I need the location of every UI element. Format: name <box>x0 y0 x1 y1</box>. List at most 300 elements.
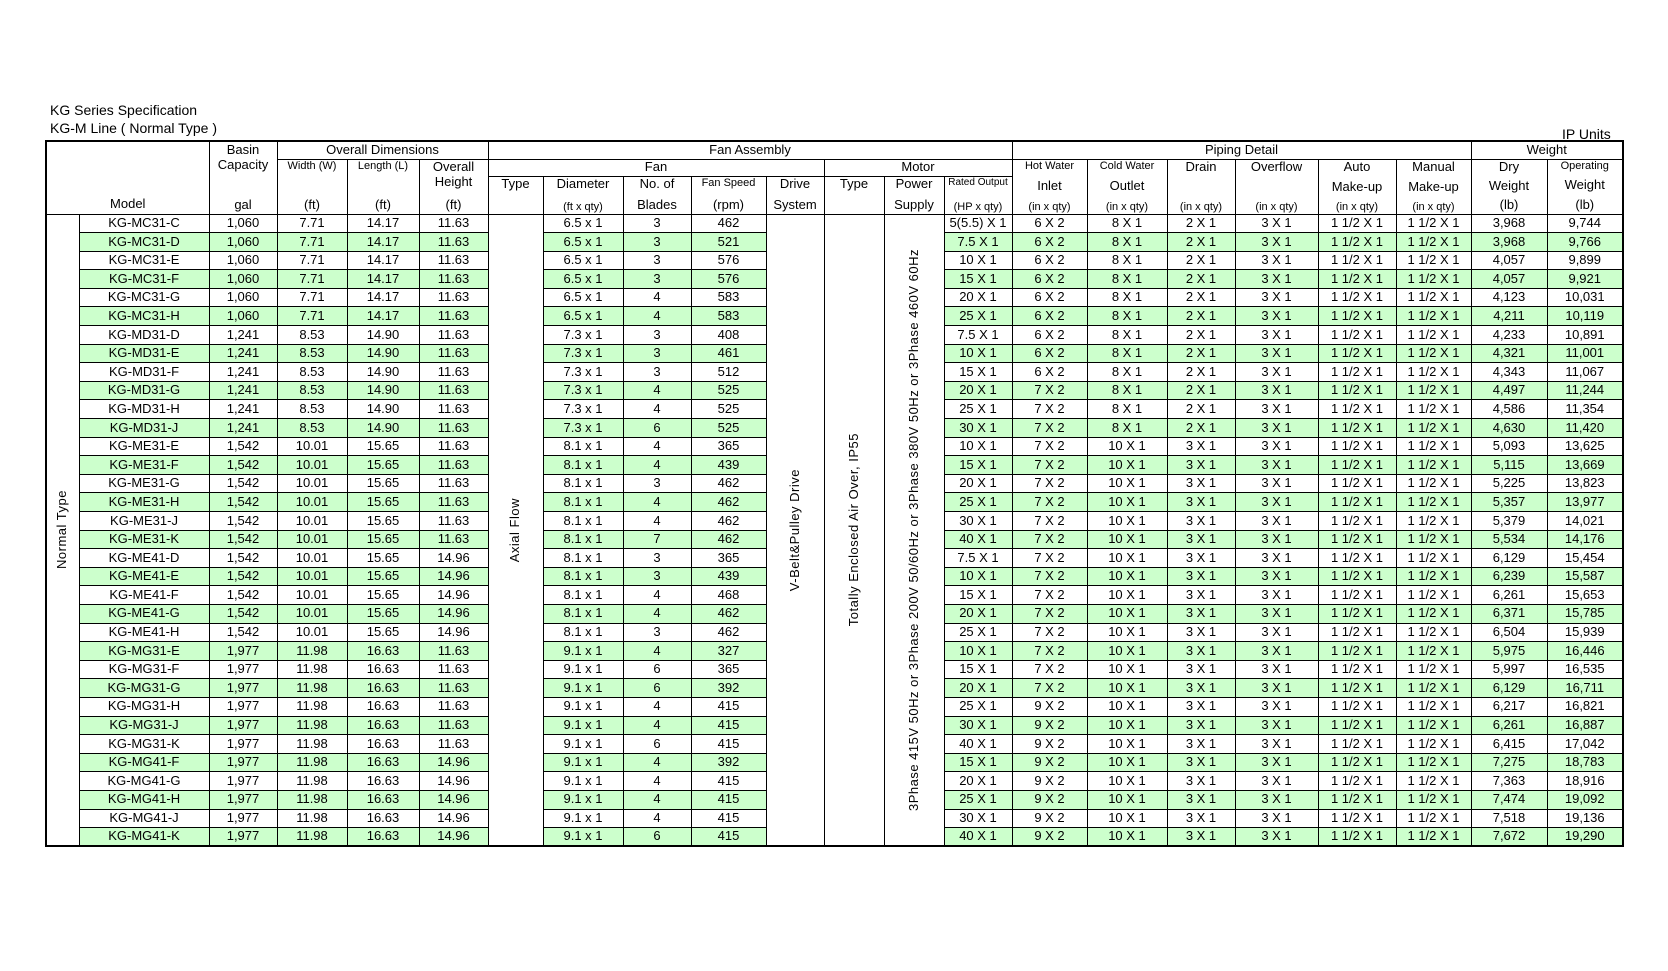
basin-capacity-cell: 1,977 <box>209 697 277 716</box>
rated-output-cell: 10 X 1 <box>944 251 1012 270</box>
cold-water-cell: 10 X 1 <box>1087 772 1167 791</box>
motor-type-column-label: Totally Enclosed Air Over, IP55 <box>845 433 861 627</box>
overflow-cell: 3 X 1 <box>1235 735 1318 754</box>
height-cell: 14.96 <box>419 623 488 642</box>
dry-weight-cell: 4,497 <box>1471 381 1547 400</box>
manual-makeup-cell: 1 1/2 X 1 <box>1396 270 1471 289</box>
header-fan-type: Type <box>488 176 543 214</box>
hot-water-cell: 9 X 2 <box>1012 809 1087 828</box>
blades-cell: 3 <box>623 474 691 493</box>
header-auto-makeup: Auto Make-up (in x qty) <box>1318 159 1396 214</box>
cold-water-cell: 10 X 1 <box>1087 530 1167 549</box>
operating-weight-cell: 15,653 <box>1547 586 1623 605</box>
motor-type-column <box>824 214 884 846</box>
rated-output-cell: 15 X 1 <box>944 660 1012 679</box>
fan-speed-cell: 583 <box>691 307 766 326</box>
dry-weight-cell: 5,357 <box>1471 493 1547 512</box>
cold-water-cell: 10 X 1 <box>1087 586 1167 605</box>
hot-water-cell: 6 X 2 <box>1012 363 1087 382</box>
drain-cell: 3 X 1 <box>1167 772 1235 791</box>
blades-cell: 4 <box>623 772 691 791</box>
manual-makeup-cell: 1 1/2 X 1 <box>1396 326 1471 345</box>
model-cell: KG-ME31-E <box>79 437 209 456</box>
diameter-cell: 8.1 x 1 <box>543 530 623 549</box>
overflow-cell: 3 X 1 <box>1235 233 1318 252</box>
operating-weight-cell: 15,587 <box>1547 567 1623 586</box>
diameter-cell: 6.5 x 1 <box>543 233 623 252</box>
width-cell: 11.98 <box>277 753 347 772</box>
width-cell: 10.01 <box>277 586 347 605</box>
height-cell: 11.63 <box>419 307 488 326</box>
rated-output-cell: 7.5 X 1 <box>944 326 1012 345</box>
dry-weight-cell: 6,261 <box>1471 586 1547 605</box>
overflow-cell: 3 X 1 <box>1235 809 1318 828</box>
model-cell: KG-ME41-F <box>79 586 209 605</box>
length-cell: 15.65 <box>347 512 419 531</box>
header-hot-water-inlet: Hot Water Inlet (in x qty) <box>1012 159 1087 214</box>
fan-speed-cell: 415 <box>691 697 766 716</box>
auto-makeup-cell: 1 1/2 X 1 <box>1318 716 1396 735</box>
model-cell: KG-ME41-D <box>79 549 209 568</box>
height-cell: 11.63 <box>419 419 488 438</box>
model-cell: KG-MG31-G <box>79 679 209 698</box>
height-cell: 14.96 <box>419 772 488 791</box>
width-cell: 10.01 <box>277 530 347 549</box>
fan-speed-cell: 439 <box>691 567 766 586</box>
rated-output-cell: 40 X 1 <box>944 828 1012 847</box>
cold-water-cell: 10 X 1 <box>1087 456 1167 475</box>
rated-output-cell: 7.5 X 1 <box>944 233 1012 252</box>
fan-speed-cell: 365 <box>691 660 766 679</box>
width-cell: 11.98 <box>277 716 347 735</box>
length-cell: 16.63 <box>347 679 419 698</box>
fan-speed-cell: 415 <box>691 809 766 828</box>
overflow-cell: 3 X 1 <box>1235 456 1318 475</box>
length-cell: 15.65 <box>347 493 419 512</box>
hot-water-cell: 6 X 2 <box>1012 233 1087 252</box>
width-cell: 8.53 <box>277 326 347 345</box>
drain-cell: 2 X 1 <box>1167 326 1235 345</box>
blades-cell: 4 <box>623 586 691 605</box>
diameter-cell: 9.1 x 1 <box>543 697 623 716</box>
cold-water-cell: 10 X 1 <box>1087 642 1167 661</box>
length-cell: 16.63 <box>347 809 419 828</box>
fan-speed-cell: 525 <box>691 419 766 438</box>
header-motor-type: Type <box>824 176 884 214</box>
length-cell: 15.65 <box>347 604 419 623</box>
height-cell: 14.96 <box>419 549 488 568</box>
manual-makeup-cell: 1 1/2 X 1 <box>1396 567 1471 586</box>
dry-weight-cell: 5,379 <box>1471 512 1547 531</box>
model-cell: KG-ME31-J <box>79 512 209 531</box>
header-basin-capacity: Basin Capacity gal <box>209 141 277 214</box>
dry-weight-cell: 6,261 <box>1471 716 1547 735</box>
diameter-cell: 9.1 x 1 <box>543 716 623 735</box>
overflow-cell: 3 X 1 <box>1235 772 1318 791</box>
hot-water-cell: 6 X 2 <box>1012 307 1087 326</box>
header-fan-speed: Fan Speed (rpm) <box>691 176 766 214</box>
fan-speed-cell: 408 <box>691 326 766 345</box>
diameter-cell: 9.1 x 1 <box>543 828 623 847</box>
dry-weight-cell: 7,275 <box>1471 753 1547 772</box>
overflow-cell: 3 X 1 <box>1235 288 1318 307</box>
operating-weight-cell: 10,891 <box>1547 326 1623 345</box>
diameter-cell: 6.5 x 1 <box>543 288 623 307</box>
operating-weight-cell: 9,899 <box>1547 251 1623 270</box>
blades-cell: 6 <box>623 828 691 847</box>
cold-water-cell: 8 X 1 <box>1087 400 1167 419</box>
cold-water-cell: 8 X 1 <box>1087 419 1167 438</box>
basin-capacity-cell: 1,542 <box>209 493 277 512</box>
drain-cell: 2 X 1 <box>1167 381 1235 400</box>
model-cell: KG-MD31-J <box>79 419 209 438</box>
length-cell: 16.63 <box>347 697 419 716</box>
rated-output-cell: 25 X 1 <box>944 623 1012 642</box>
rated-output-cell: 20 X 1 <box>944 381 1012 400</box>
blades-cell: 4 <box>623 642 691 661</box>
auto-makeup-cell: 1 1/2 X 1 <box>1318 437 1396 456</box>
fan-speed-cell: 415 <box>691 716 766 735</box>
model-cell: KG-MG41-H <box>79 790 209 809</box>
width-cell: 11.98 <box>277 735 347 754</box>
operating-weight-cell: 18,783 <box>1547 753 1623 772</box>
height-cell: 11.63 <box>419 233 488 252</box>
width-cell: 7.71 <box>277 288 347 307</box>
fan-speed-cell: 365 <box>691 549 766 568</box>
overflow-cell: 3 X 1 <box>1235 381 1318 400</box>
dry-weight-cell: 5,534 <box>1471 530 1547 549</box>
hot-water-cell: 7 X 2 <box>1012 381 1087 400</box>
width-cell: 10.01 <box>277 456 347 475</box>
dry-weight-cell: 4,211 <box>1471 307 1547 326</box>
rated-output-cell: 15 X 1 <box>944 753 1012 772</box>
fan-speed-cell: 525 <box>691 400 766 419</box>
blades-cell: 3 <box>623 251 691 270</box>
operating-weight-cell: 11,001 <box>1547 344 1623 363</box>
operating-weight-cell: 19,092 <box>1547 790 1623 809</box>
cold-water-cell: 10 X 1 <box>1087 697 1167 716</box>
operating-weight-cell: 11,244 <box>1547 381 1623 400</box>
manual-makeup-cell: 1 1/2 X 1 <box>1396 233 1471 252</box>
drain-cell: 3 X 1 <box>1167 530 1235 549</box>
drain-cell: 3 X 1 <box>1167 623 1235 642</box>
cold-water-cell: 10 X 1 <box>1087 790 1167 809</box>
blades-cell: 4 <box>623 400 691 419</box>
manual-makeup-cell: 1 1/2 X 1 <box>1396 623 1471 642</box>
hot-water-cell: 7 X 2 <box>1012 660 1087 679</box>
model-cell: KG-MG31-J <box>79 716 209 735</box>
overflow-cell: 3 X 1 <box>1235 623 1318 642</box>
header-power-supply: Power Supply <box>884 176 944 214</box>
auto-makeup-cell: 1 1/2 X 1 <box>1318 493 1396 512</box>
fan-speed-cell: 462 <box>691 214 766 233</box>
auto-makeup-cell: 1 1/2 X 1 <box>1318 270 1396 289</box>
fan-speed-cell: 415 <box>691 790 766 809</box>
height-cell: 11.63 <box>419 456 488 475</box>
rated-output-cell: 15 X 1 <box>944 363 1012 382</box>
height-cell: 11.63 <box>419 735 488 754</box>
rated-output-cell: 40 X 1 <box>944 735 1012 754</box>
height-cell: 11.63 <box>419 214 488 233</box>
diameter-cell: 7.3 x 1 <box>543 419 623 438</box>
width-cell: 8.53 <box>277 381 347 400</box>
width-cell: 11.98 <box>277 697 347 716</box>
diameter-cell: 7.3 x 1 <box>543 344 623 363</box>
width-cell: 10.01 <box>277 549 347 568</box>
manual-makeup-cell: 1 1/2 X 1 <box>1396 512 1471 531</box>
length-cell: 16.63 <box>347 790 419 809</box>
header-motor: Motor <box>824 159 1012 176</box>
length-cell: 15.65 <box>347 437 419 456</box>
fan-speed-cell: 327 <box>691 642 766 661</box>
width-cell: 10.01 <box>277 623 347 642</box>
dry-weight-cell: 5,115 <box>1471 456 1547 475</box>
dry-weight-cell: 4,321 <box>1471 344 1547 363</box>
blades-cell: 4 <box>623 697 691 716</box>
header-drain: Drain (in x qty) <box>1167 159 1235 214</box>
dry-weight-cell: 5,093 <box>1471 437 1547 456</box>
auto-makeup-cell: 1 1/2 X 1 <box>1318 530 1396 549</box>
rated-output-cell: 20 X 1 <box>944 772 1012 791</box>
header-fan: Fan <box>488 159 824 176</box>
fan-speed-cell: 521 <box>691 233 766 252</box>
length-cell: 14.17 <box>347 233 419 252</box>
fan-speed-cell: 462 <box>691 604 766 623</box>
blades-cell: 4 <box>623 381 691 400</box>
overflow-cell: 3 X 1 <box>1235 326 1318 345</box>
rated-output-cell: 20 X 1 <box>944 288 1012 307</box>
operating-weight-cell: 16,535 <box>1547 660 1623 679</box>
diameter-cell: 9.1 x 1 <box>543 809 623 828</box>
basin-capacity-cell: 1,241 <box>209 400 277 419</box>
manual-makeup-cell: 1 1/2 X 1 <box>1396 363 1471 382</box>
blades-cell: 3 <box>623 567 691 586</box>
width-cell: 8.53 <box>277 400 347 419</box>
diameter-cell: 6.5 x 1 <box>543 307 623 326</box>
rated-output-cell: 25 X 1 <box>944 790 1012 809</box>
table-body <box>46 214 1623 846</box>
fan-speed-cell: 576 <box>691 251 766 270</box>
basin-capacity-cell: 1,542 <box>209 567 277 586</box>
overflow-cell: 3 X 1 <box>1235 214 1318 233</box>
diameter-cell: 8.1 x 1 <box>543 437 623 456</box>
operating-weight-cell: 11,354 <box>1547 400 1623 419</box>
width-cell: 8.53 <box>277 363 347 382</box>
diameter-cell: 7.3 x 1 <box>543 326 623 345</box>
blades-cell: 4 <box>623 716 691 735</box>
overflow-cell: 3 X 1 <box>1235 307 1318 326</box>
basin-capacity-cell: 1,542 <box>209 474 277 493</box>
hot-water-cell: 9 X 2 <box>1012 697 1087 716</box>
overflow-cell: 3 X 1 <box>1235 363 1318 382</box>
diameter-cell: 8.1 x 1 <box>543 567 623 586</box>
dry-weight-cell: 7,672 <box>1471 828 1547 847</box>
rated-output-cell: 10 X 1 <box>944 437 1012 456</box>
auto-makeup-cell: 1 1/2 X 1 <box>1318 790 1396 809</box>
model-cell: KG-MC31-C <box>79 214 209 233</box>
dry-weight-cell: 3,968 <box>1471 214 1547 233</box>
cold-water-cell: 10 X 1 <box>1087 828 1167 847</box>
cold-water-cell: 10 X 1 <box>1087 512 1167 531</box>
drive-system-column <box>766 214 824 846</box>
dry-weight-cell: 7,518 <box>1471 809 1547 828</box>
drain-cell: 2 X 1 <box>1167 233 1235 252</box>
units-note: IP Units <box>1562 126 1611 142</box>
hot-water-cell: 7 X 2 <box>1012 474 1087 493</box>
power-supply-column-label: 3Phase 415V 50Hz or 3Phase 200V 50/60Hz or 3Phase 380V 50Hz or 3Phase 460V 60Hz <box>905 248 921 811</box>
rated-output-cell: 25 X 1 <box>944 307 1012 326</box>
drain-cell: 3 X 1 <box>1167 642 1235 661</box>
overflow-cell: 3 X 1 <box>1235 344 1318 363</box>
overflow-cell: 3 X 1 <box>1235 270 1318 289</box>
dry-weight-cell: 6,371 <box>1471 604 1547 623</box>
manual-makeup-cell: 1 1/2 X 1 <box>1396 288 1471 307</box>
height-cell: 11.63 <box>419 530 488 549</box>
length-cell: 14.90 <box>347 381 419 400</box>
model-cell: KG-MD31-F <box>79 363 209 382</box>
spec-table <box>45 140 1624 847</box>
header-operating-weight: Operating Weight (lb) <box>1547 159 1623 214</box>
model-cell: KG-ME41-E <box>79 567 209 586</box>
diameter-cell: 8.1 x 1 <box>543 456 623 475</box>
blades-cell: 6 <box>623 735 691 754</box>
model-cell: KG-MD31-H <box>79 400 209 419</box>
blades-cell: 4 <box>623 512 691 531</box>
overflow-cell: 3 X 1 <box>1235 474 1318 493</box>
hot-water-cell: 9 X 2 <box>1012 753 1087 772</box>
width-cell: 8.53 <box>277 419 347 438</box>
basin-capacity-cell: 1,060 <box>209 214 277 233</box>
auto-makeup-cell: 1 1/2 X 1 <box>1318 642 1396 661</box>
manual-makeup-cell: 1 1/2 X 1 <box>1396 344 1471 363</box>
manual-makeup-cell: 1 1/2 X 1 <box>1396 809 1471 828</box>
rated-output-cell: 20 X 1 <box>944 474 1012 493</box>
hot-water-cell: 7 X 2 <box>1012 549 1087 568</box>
length-cell: 14.90 <box>347 419 419 438</box>
drain-cell: 2 X 1 <box>1167 214 1235 233</box>
rated-output-cell: 25 X 1 <box>944 697 1012 716</box>
manual-makeup-cell: 1 1/2 X 1 <box>1396 790 1471 809</box>
dry-weight-cell: 4,343 <box>1471 363 1547 382</box>
cold-water-cell: 8 X 1 <box>1087 363 1167 382</box>
fan-speed-cell: 415 <box>691 772 766 791</box>
length-cell: 14.90 <box>347 326 419 345</box>
basin-capacity-cell: 1,060 <box>209 233 277 252</box>
operating-weight-cell: 16,821 <box>1547 697 1623 716</box>
blades-cell: 4 <box>623 604 691 623</box>
header-dry-weight: Dry Weight (lb) <box>1471 159 1547 214</box>
cold-water-cell: 10 X 1 <box>1087 716 1167 735</box>
diameter-cell: 8.1 x 1 <box>543 549 623 568</box>
blades-cell: 3 <box>623 214 691 233</box>
height-cell: 11.63 <box>419 437 488 456</box>
auto-makeup-cell: 1 1/2 X 1 <box>1318 381 1396 400</box>
row-group-column <box>46 214 79 846</box>
blades-cell: 4 <box>623 437 691 456</box>
drain-cell: 2 X 1 <box>1167 344 1235 363</box>
fan-type-column <box>488 214 543 846</box>
overflow-cell: 3 X 1 <box>1235 604 1318 623</box>
basin-capacity-cell: 1,542 <box>209 437 277 456</box>
length-cell: 14.17 <box>347 288 419 307</box>
cold-water-cell: 8 X 1 <box>1087 214 1167 233</box>
overflow-cell: 3 X 1 <box>1235 251 1318 270</box>
length-cell: 15.65 <box>347 623 419 642</box>
overflow-cell: 3 X 1 <box>1235 567 1318 586</box>
auto-makeup-cell: 1 1/2 X 1 <box>1318 735 1396 754</box>
length-cell: 14.90 <box>347 363 419 382</box>
overflow-cell: 3 X 1 <box>1235 828 1318 847</box>
manual-makeup-cell: 1 1/2 X 1 <box>1396 307 1471 326</box>
dry-weight-cell: 4,630 <box>1471 419 1547 438</box>
dry-weight-cell: 4,586 <box>1471 400 1547 419</box>
fan-speed-cell: 512 <box>691 363 766 382</box>
model-cell: KG-MD31-G <box>79 381 209 400</box>
length-cell: 15.65 <box>347 456 419 475</box>
model-cell: KG-MD31-D <box>79 326 209 345</box>
fan-speed-cell: 583 <box>691 288 766 307</box>
drain-cell: 3 X 1 <box>1167 679 1235 698</box>
operating-weight-cell: 15,785 <box>1547 604 1623 623</box>
operating-weight-cell: 14,176 <box>1547 530 1623 549</box>
model-cell: KG-MD31-E <box>79 344 209 363</box>
dry-weight-cell: 6,217 <box>1471 697 1547 716</box>
height-cell: 14.96 <box>419 753 488 772</box>
basin-capacity-cell: 1,241 <box>209 326 277 345</box>
dry-weight-cell: 6,129 <box>1471 679 1547 698</box>
model-cell: KG-ME31-H <box>79 493 209 512</box>
rated-output-cell: 40 X 1 <box>944 530 1012 549</box>
auto-makeup-cell: 1 1/2 X 1 <box>1318 549 1396 568</box>
cold-water-cell: 8 X 1 <box>1087 270 1167 289</box>
auto-makeup-cell: 1 1/2 X 1 <box>1318 251 1396 270</box>
blades-cell: 6 <box>623 660 691 679</box>
auto-makeup-cell: 1 1/2 X 1 <box>1318 809 1396 828</box>
height-cell: 14.96 <box>419 567 488 586</box>
drain-cell: 3 X 1 <box>1167 493 1235 512</box>
manual-makeup-cell: 1 1/2 X 1 <box>1396 251 1471 270</box>
operating-weight-cell: 11,067 <box>1547 363 1623 382</box>
dry-weight-cell: 6,129 <box>1471 549 1547 568</box>
hot-water-cell: 7 X 2 <box>1012 623 1087 642</box>
diameter-cell: 8.1 x 1 <box>543 586 623 605</box>
overflow-cell: 3 X 1 <box>1235 660 1318 679</box>
manual-makeup-cell: 1 1/2 X 1 <box>1396 716 1471 735</box>
basin-capacity-cell: 1,060 <box>209 288 277 307</box>
basin-capacity-cell: 1,977 <box>209 772 277 791</box>
basin-capacity-cell: 1,542 <box>209 530 277 549</box>
auto-makeup-cell: 1 1/2 X 1 <box>1318 660 1396 679</box>
operating-weight-cell: 15,939 <box>1547 623 1623 642</box>
operating-weight-cell: 15,454 <box>1547 549 1623 568</box>
rated-output-cell: 15 X 1 <box>944 270 1012 289</box>
operating-weight-cell: 10,119 <box>1547 307 1623 326</box>
diameter-cell: 8.1 x 1 <box>543 493 623 512</box>
drain-cell: 3 X 1 <box>1167 549 1235 568</box>
power-supply-column <box>884 214 944 846</box>
width-cell: 10.01 <box>277 604 347 623</box>
diameter-cell: 6.5 x 1 <box>543 270 623 289</box>
header-overall-height: Overall Height (ft) <box>419 159 488 214</box>
height-cell: 11.63 <box>419 512 488 531</box>
model-cell: KG-MC31-D <box>79 233 209 252</box>
auto-makeup-cell: 1 1/2 X 1 <box>1318 586 1396 605</box>
cold-water-cell: 10 X 1 <box>1087 735 1167 754</box>
header-drive-system: Drive System <box>766 176 824 214</box>
hot-water-cell: 9 X 2 <box>1012 735 1087 754</box>
drain-cell: 3 X 1 <box>1167 604 1235 623</box>
cold-water-cell: 10 X 1 <box>1087 660 1167 679</box>
